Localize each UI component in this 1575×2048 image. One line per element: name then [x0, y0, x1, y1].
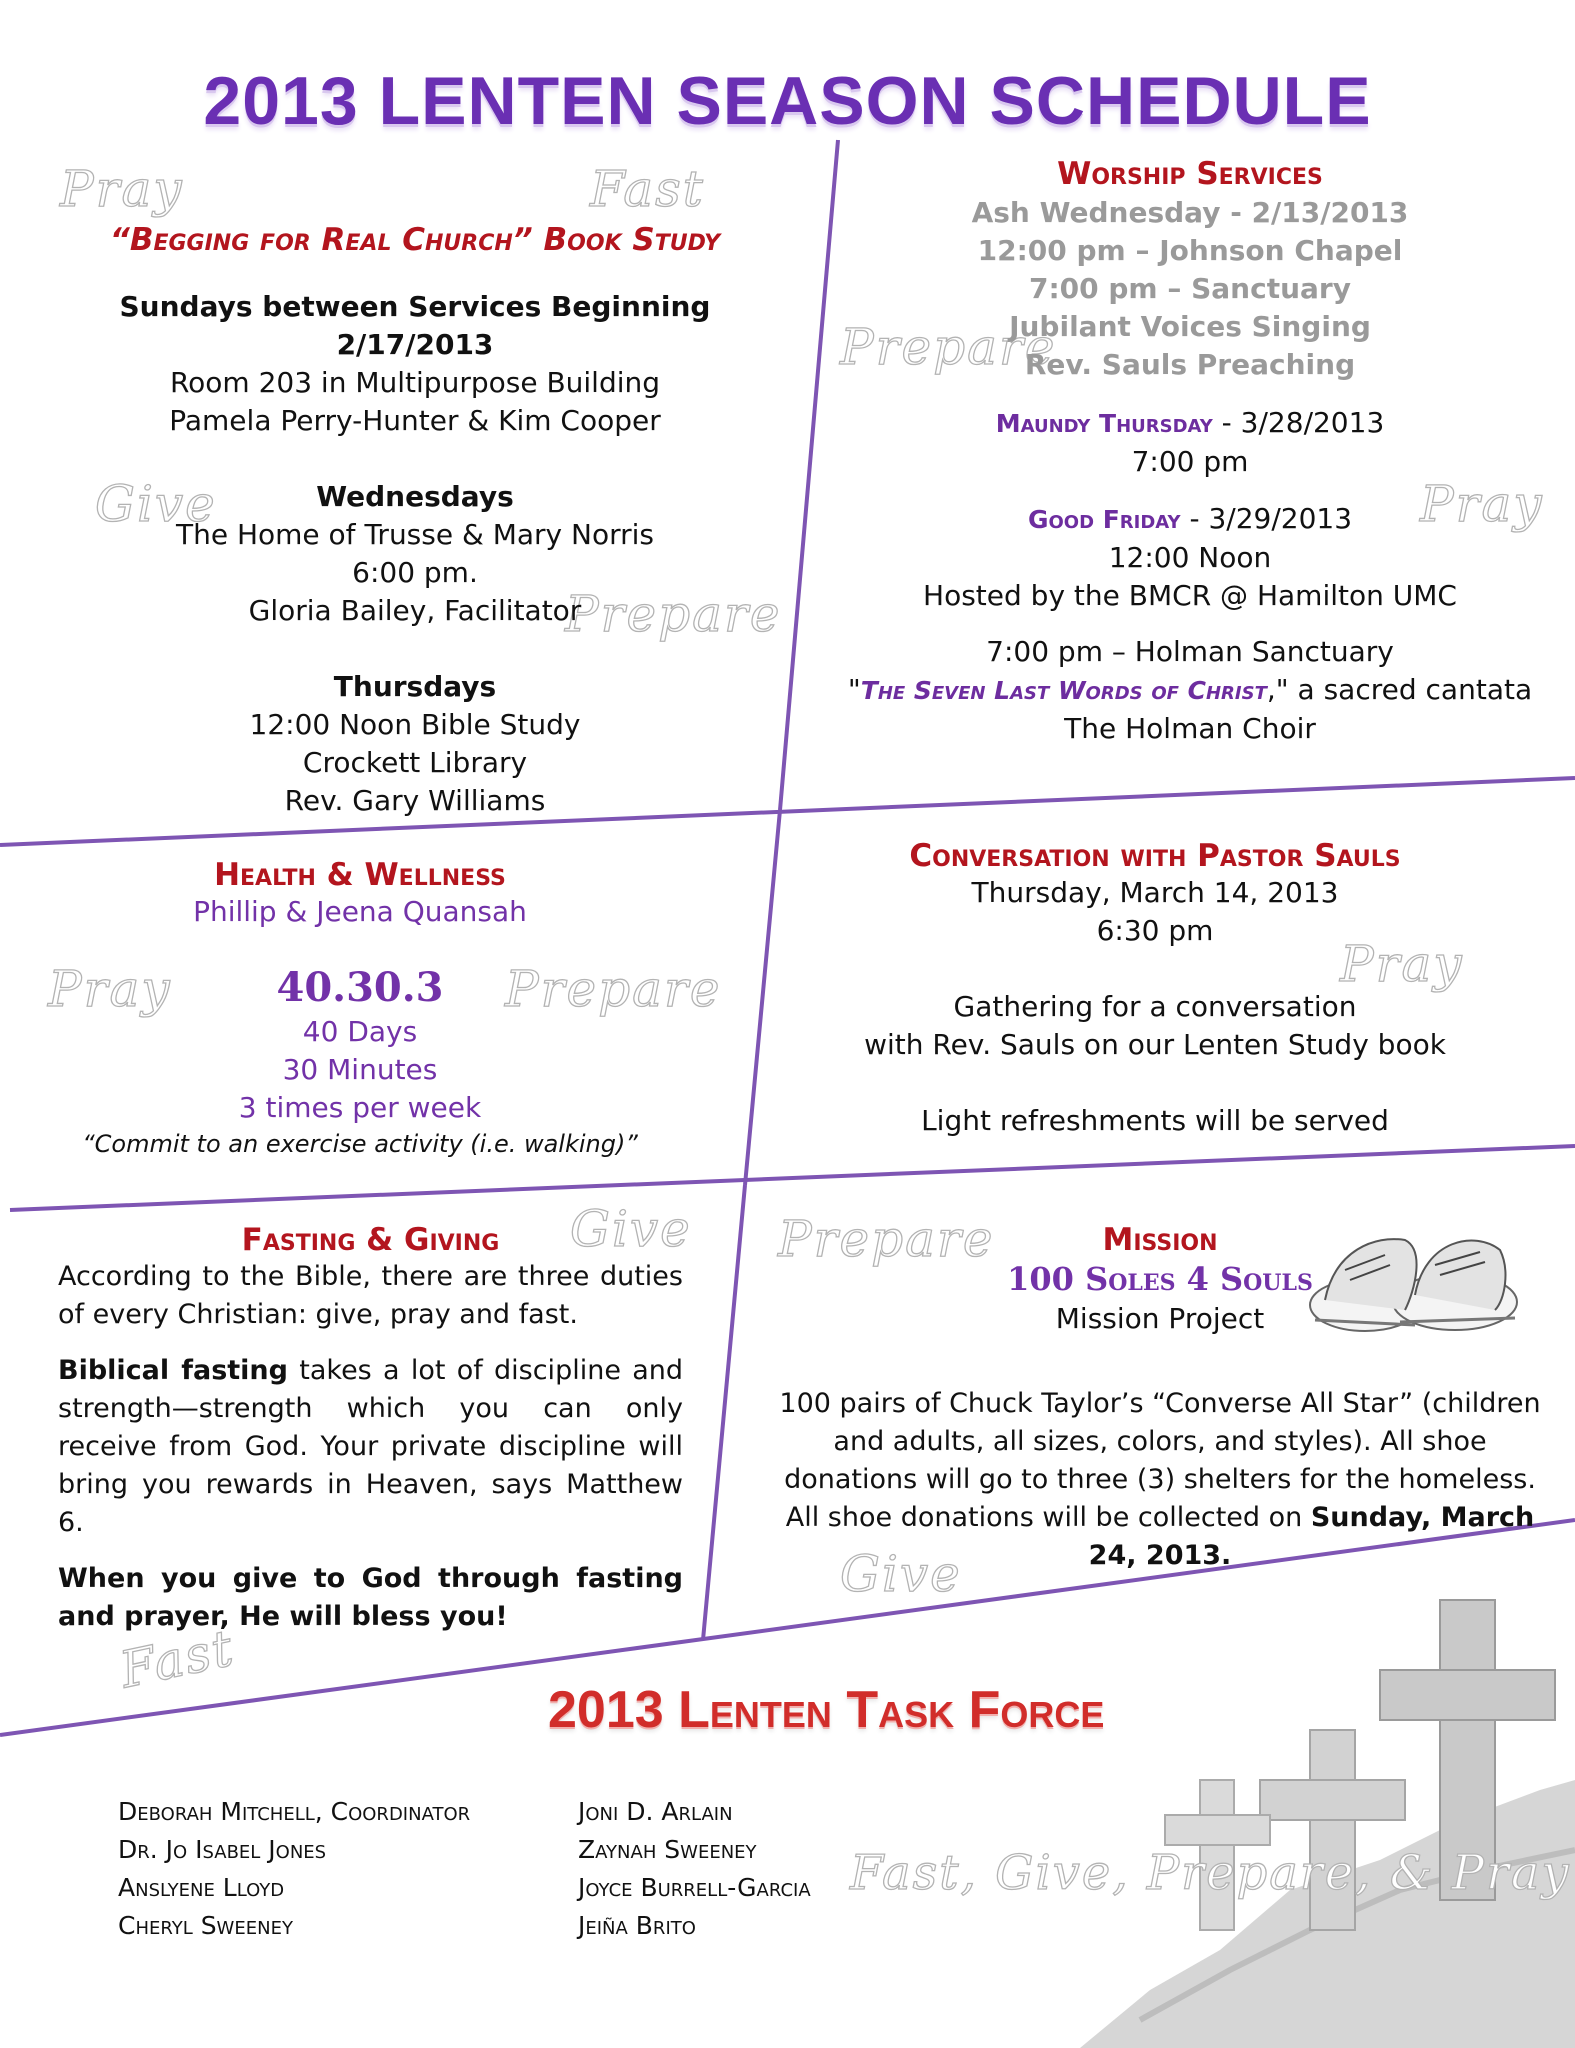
- sundays-line: Room 203 in Multipurpose Building: [169, 366, 661, 399]
- fasting-paragraph: [58, 1352, 683, 1542]
- good-friday-line: Hosted by the BMCR @ Hamilton UMC: [923, 579, 1457, 612]
- good-friday-date: - 3/29/2013: [1180, 502, 1353, 535]
- task-force-member: Joni D. Arlain: [578, 1797, 733, 1826]
- health-line: 30 Minutes: [282, 1053, 438, 1086]
- health-line: 3 times per week: [238, 1091, 482, 1124]
- fasting-paragraph: When you give to God through fasting and prayer, He will bless you!: [58, 1563, 683, 1632]
- task-force-member: Anslyene Lloyd: [118, 1873, 285, 1902]
- fasting-bold: Biblical fasting: [58, 1355, 288, 1386]
- wednesdays-title: Wednesdays: [316, 480, 514, 513]
- mission-heading: Mission: [1102, 1222, 1218, 1258]
- mission-header: [1000, 1222, 1320, 1338]
- watermark-give: Give: [570, 1200, 692, 1258]
- mission-project: Mission Project: [1055, 1302, 1265, 1335]
- maundy-label: Maundy Thursday: [995, 409, 1213, 438]
- mission-description: [770, 1385, 1550, 1575]
- page-title: 2013 LENTEN SEASON SCHEDULE: [203, 63, 1372, 139]
- cantata-open: ": [847, 673, 861, 706]
- fasting-text: takes a lot of discipline and strength—strength which you can only receive from God. Your private discipline will bring you rewards in Heaven, says Matthew 6.: [58, 1355, 683, 1538]
- watermark-prepare: Prepare: [505, 960, 722, 1018]
- wednesdays-line: The Home of Trusse & Mary Norris: [175, 518, 654, 551]
- health-line: 40 Days: [302, 1015, 418, 1048]
- thursdays-title: Thursdays: [333, 670, 497, 703]
- mission-text: 100 pairs of Chuck Taylor’s “Converse All Star” (children and adults, all sizes, colors, and styles). All shoe donations will go to three (3) shelters for the homeless. All shoe donations will be collected on: [779, 1388, 1541, 1533]
- cantata-line: [845, 671, 1535, 710]
- fasting-section: [58, 1222, 683, 1636]
- ash-line: 12:00 pm – Johnson Chapel: [977, 234, 1403, 267]
- thursdays-line: Crockett Library: [302, 746, 528, 779]
- fasting-heading: Fasting & Giving: [241, 1222, 500, 1258]
- watermark-footer: Fast, Give, Prepare, & Pray: [850, 1845, 1571, 1901]
- watermark-fast: Fast: [115, 1618, 240, 1700]
- mission-sub: 100 Soles 4 Souls: [1007, 1260, 1313, 1298]
- maundy-time: 7:00 pm: [1131, 445, 1249, 478]
- ash-line: Ash Wednesday - 2/13/2013: [971, 196, 1409, 229]
- task-force-heading: 2013 Lenten Task Force: [548, 1681, 1105, 1739]
- task-force-member: Jeiña Brito: [578, 1911, 696, 1940]
- conversation-line: Gathering for a conversation: [953, 990, 1357, 1023]
- watermark-pray: Pray: [1420, 475, 1544, 533]
- thursdays-line: Rev. Gary Williams: [284, 784, 546, 817]
- conversation-date: Thursday, March 14, 2013: [971, 876, 1339, 909]
- ash-line: Jubilant Voices Singing: [1009, 310, 1371, 343]
- watermark-prepare: Prepare: [778, 1210, 995, 1268]
- conversation-heading: Conversation with Pastor Sauls: [909, 838, 1401, 874]
- ash-line: Rev. Sauls Preaching: [1024, 348, 1356, 381]
- good-friday-line: 7:00 pm – Holman Sanctuary: [986, 635, 1394, 668]
- task-force-member: Zaynah Sweeney: [578, 1835, 757, 1864]
- watermark-pray: Pray: [1340, 935, 1464, 993]
- sundays-title: Sundays between Services Beginning 2/17/2013: [119, 290, 711, 361]
- ash-line: 7:00 pm – Sanctuary: [1029, 272, 1351, 305]
- crosses-illustration: [1080, 1590, 1575, 2048]
- good-friday-label: Good Friday: [1027, 505, 1181, 534]
- sundays-line: Pamela Perry-Hunter & Kim Cooper: [169, 404, 661, 437]
- watermark-prepare: Prepare: [840, 318, 1057, 376]
- task-force-column: [118, 1793, 470, 1945]
- health-section: [60, 857, 660, 1161]
- cantata-title: The Seven Last Words of Christ: [860, 676, 1267, 705]
- book-study-heading: “Begging for Real Church” Book Study: [109, 222, 721, 258]
- health-quote: “Commit to an exercise activity (i.e. walking)”: [82, 1130, 638, 1158]
- worship-section: [845, 156, 1535, 748]
- health-sub: Phillip & Jeena Quansah: [193, 895, 527, 928]
- good-friday-line: 12:00 Noon: [1108, 541, 1272, 574]
- mission-date: Sunday, March 24, 2013.: [1088, 1502, 1535, 1571]
- watermark-pray: Pray: [60, 160, 184, 218]
- wednesdays-line: Gloria Bailey, Facilitator: [248, 594, 582, 627]
- task-force-member: Cheryl Sweeney: [118, 1911, 293, 1940]
- conversation-line: Light refreshments will be served: [921, 1104, 1389, 1137]
- health-big-number: 40.30.3: [276, 964, 444, 1011]
- book-study-section: [50, 222, 780, 820]
- task-force-member: Deborah Mitchell, Coordinator: [118, 1797, 471, 1826]
- watermark-give: Give: [95, 475, 217, 533]
- health-heading: Health & Wellness: [214, 857, 506, 893]
- thursdays-line: 12:00 Noon Bible Study: [249, 708, 581, 741]
- shoes-illustration: [1305, 1210, 1523, 1350]
- maundy-date: - 3/28/2013: [1212, 406, 1385, 439]
- maundy-heading: [845, 404, 1535, 443]
- good-friday-heading: [845, 500, 1535, 539]
- conversation-time: 6:30 pm: [1096, 914, 1214, 947]
- task-force-member: Dr. Jo Isabel Jones: [118, 1835, 327, 1864]
- task-force-column: [578, 1793, 811, 1945]
- conversation-line: with Rev. Sauls on our Lenten Study book: [864, 1028, 1446, 1061]
- watermark-fast: Fast: [590, 160, 705, 218]
- conversation-section: [820, 838, 1490, 1140]
- wednesdays-line: 6:00 pm.: [352, 556, 478, 589]
- watermark-pray: Pray: [48, 960, 172, 1018]
- worship-heading: Worship Services: [1057, 156, 1323, 192]
- watermark-give: Give: [840, 1545, 962, 1603]
- cantata-rest: ," a sacred cantata: [1266, 673, 1533, 706]
- watermark-prepare: Prepare: [565, 585, 782, 643]
- good-friday-line: The Holman Choir: [1064, 712, 1316, 745]
- fasting-paragraph: According to the Bible, there are three duties of every Christian: give, pray and fast.: [58, 1261, 683, 1330]
- task-force-member: Joyce Burrell-Garcia: [578, 1873, 811, 1902]
